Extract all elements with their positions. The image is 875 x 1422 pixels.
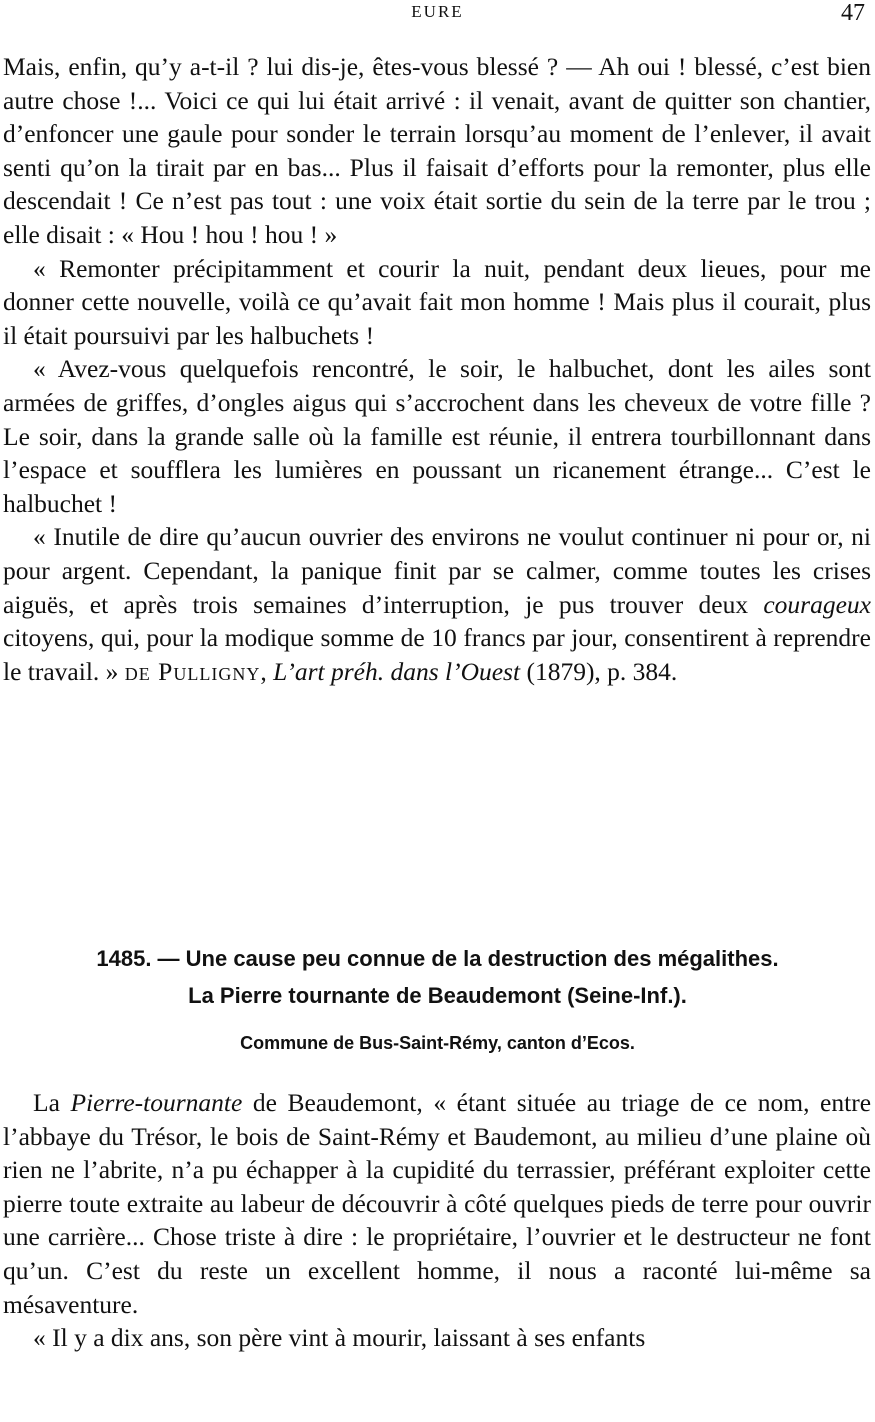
- paragraph: [3, 520, 871, 688]
- paragraph-text: de Beaudemont, « étant située au triage de ce nom, entre l’abbaye du Trésor, le bois de Saint-Rémy et Baudemont, au milieu d’une plaine où rien ne l’abrite, n’a pu échapper à la cupidité du terrassier, préférant exploiter cette pierre toute extraite au labeur de découvrir à côté quelques pieds de terre pour ouvrir une carrière... Chose triste à dire : le propriétaire, l’ouvrier et le destructeur ne font qu’un. C’est du reste un excellent homme, il nous a raconté lui-même sa mésaventure.: [3, 1088, 872, 1319]
- paragraph-text: « Inutile de dire qu’aucun ouvrier des environs ne voulut continuer ni pour or, ni pour argent. Cependant, la panique finit par se calmer, comme toutes les crises aiguës, et après trois semaines d’interruption, je pus trouver deux: [3, 522, 871, 619]
- paragraph: [3, 1086, 871, 1321]
- paragraph-text: citoyens, qui, pour la modique somme de 10 francs par jour, consentirent à reprendre le travail. »: [3, 623, 871, 686]
- citation-details: (1879), p. 384.: [526, 656, 678, 686]
- section-title: 1485. — Une cause peu connue de la destruction des mégalithes.: [96, 946, 779, 971]
- paragraph-text: La: [33, 1088, 60, 1117]
- italic-term: Pierre-tournante: [70, 1088, 243, 1117]
- paragraph: « Il y a dix ans, son père vint à mourir, laissant à ses enfants: [33, 1323, 646, 1353]
- citation-work: L’art préh. dans l’Ouest: [273, 656, 521, 686]
- citation-separator: ,: [260, 656, 267, 686]
- quoted-passage: [3, 50, 871, 688]
- italic-word: courageux: [763, 589, 871, 619]
- section-body: [3, 1086, 871, 1355]
- running-title: EURE: [411, 2, 464, 21]
- section-title-line2: La Pierre tournante de Beaudemont (Seine-Inf.).: [188, 983, 687, 1008]
- page-number: 47: [841, 0, 865, 26]
- paragraph: « Avez-vous quelquefois rencontré, le soir, le halbuchet, dont les ailes sont armées de griffes, d’ongles aigus qui s’accrochent dans les cheveux de votre fille ? Le soir, dans la grande salle où la famille est réunie, il entrera tourbillonnant dans l’espace et soufflera les lumières en poussant un ricanement étrange... C’est le halbuchet !: [3, 354, 871, 518]
- paragraph: Mais, enfin, qu’y a-t-il ? lui dis-je, êtes-vous blessé ? — Ah oui ! blessé, c’est bien autre chose !... Voici ce qui lui était arrivé : il venait, avant de quitter son chantier, d’enfoncer une gaule pour sonder le terrain lorsqu’au moment de l’enlever, il avait senti qu’on la tirait par en bas... Plus il faisait d’efforts pour la remonter, plus elle descendait ! Ce n’est pas tout : une voix était sortie du sein de la terre par le trou ; elle disait : « Hou ! hou ! hou ! »: [3, 52, 871, 249]
- citation-author: de Pulligny: [124, 656, 261, 686]
- paragraph: « Remonter précipitamment et courir la nuit, pendant deux lieues, pour me donner cette nouvelle, voilà ce qu’avait fait mon homme ! Mais plus il courait, plus il était poursuivi par les halbuchets !: [3, 253, 871, 350]
- section-subtitle: Commune de Bus-Saint-Rémy, canton d’Ecos.: [240, 1033, 635, 1053]
